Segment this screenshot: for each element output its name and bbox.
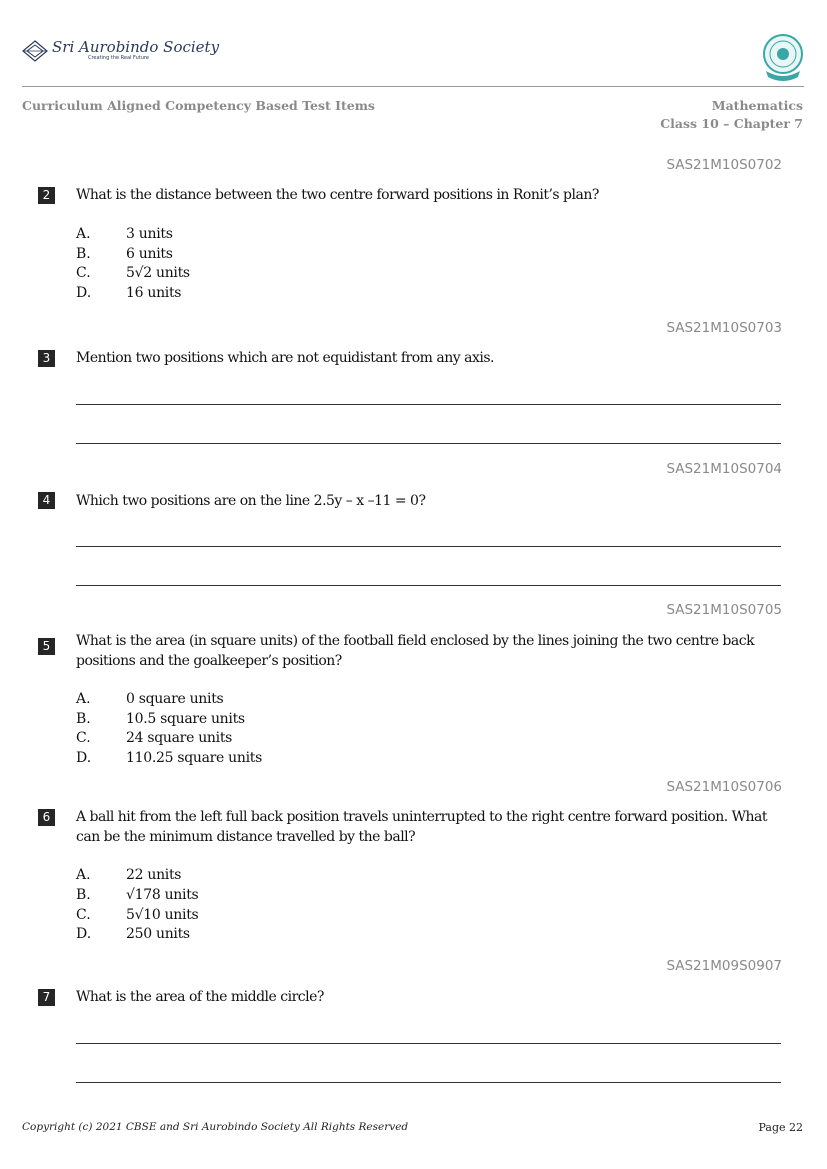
question-number-badge: 2 [38, 187, 55, 204]
question-text: Mention two positions which are not equidistant from any axis. [76, 350, 494, 366]
answer-line[interactable] [76, 443, 781, 444]
subject-label: Mathematics [711, 98, 803, 113]
option-text: 250 units [126, 926, 190, 942]
brand-tagline: Creating the Real Future [88, 55, 149, 61]
question-code: SAS21M09S0907 [666, 958, 782, 974]
option-letter: C. [76, 730, 91, 746]
document-series-title: Curriculum Aligned Competency Based Test Items [22, 98, 375, 113]
copyright-notice: Copyright (c) 2021 CBSE and Sri Aurobindo Society All Rights Reserved [22, 1121, 409, 1133]
option-letter: B. [76, 246, 91, 262]
option-letter: D. [76, 285, 92, 301]
option-text: 3 units [126, 226, 173, 242]
option-text: 24 square units [126, 730, 233, 746]
cbse-seal-icon [760, 33, 806, 83]
option-text: √178 units [126, 887, 199, 903]
page-number: Page 22 [758, 1121, 803, 1134]
question-code: SAS21M10S0704 [666, 461, 782, 477]
option-letter: C. [76, 265, 91, 281]
question-number-badge: 7 [38, 989, 55, 1006]
question-number-badge: 3 [38, 350, 55, 367]
question-number-badge: 5 [38, 638, 55, 655]
cbse-seal-logo [760, 33, 806, 83]
question-text: A ball hit from the left full back position travels uninterrupted to the right centre forward position. What can be the minimum distance travelled by the ball? [76, 809, 768, 845]
option-letter: A. [76, 691, 91, 707]
option-text: 6 units [126, 246, 173, 262]
option-letter: B. [76, 887, 91, 903]
option-text: 16 units [126, 285, 182, 301]
answer-line[interactable] [76, 546, 781, 547]
question-number-badge: 4 [38, 492, 55, 509]
option-letter: D. [76, 926, 92, 942]
option-text: 0 square units [126, 691, 224, 707]
option-text: 10.5 square units [126, 711, 245, 727]
answer-line[interactable] [76, 585, 781, 586]
question-text: What is the distance between the two centre forward positions in Ronit’s plan? [76, 187, 599, 203]
question-code: SAS21M10S0705 [666, 602, 782, 618]
society-emblem-icon [22, 40, 48, 62]
option-text: 110.25 square units [126, 750, 262, 766]
question-text: Which two positions are on the line 2.5y – x –11 = 0? [76, 493, 426, 509]
brand-name: Sri Aurobindo Society [52, 38, 220, 56]
answer-line[interactable] [76, 1043, 781, 1044]
question-code: SAS21M10S0703 [666, 320, 782, 336]
question-code: SAS21M10S0702 [666, 157, 782, 173]
option-text: 5√2 units [126, 265, 190, 281]
class-chapter-label: Class 10 – Chapter 7 [660, 116, 803, 131]
option-text: 5√10 units [126, 907, 199, 923]
answer-line[interactable] [76, 404, 781, 405]
question-text: What is the area of the middle circle? [76, 989, 324, 1005]
sri-aurobindo-society-logo [22, 36, 220, 66]
option-letter: D. [76, 750, 92, 766]
option-letter: A. [76, 867, 91, 883]
option-letter: A. [76, 226, 91, 242]
question-code: SAS21M10S0706 [666, 779, 782, 795]
question-number-badge: 6 [38, 809, 55, 826]
header-divider [22, 86, 804, 87]
question-text: What is the area (in square units) of the football field enclosed by the lines joining the two centre back positions and the goalkeeper’s position? [76, 633, 755, 669]
option-letter: C. [76, 907, 91, 923]
answer-line[interactable] [76, 1082, 781, 1083]
option-letter: B. [76, 711, 91, 727]
option-text: 22 units [126, 867, 182, 883]
